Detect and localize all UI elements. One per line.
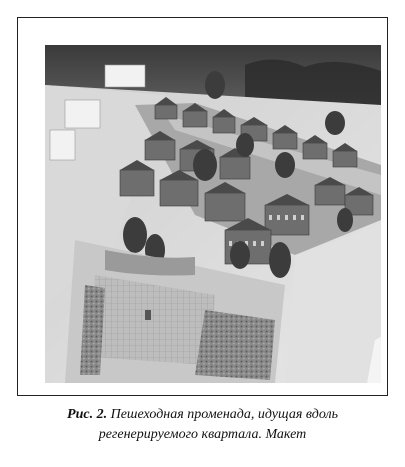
figure-frame: [17, 17, 388, 396]
caption-text-1: Пешеходная променада, идущая вдоль: [110, 407, 338, 422]
model-photo: [45, 45, 381, 383]
figure-number: Рис. 2.: [67, 407, 108, 422]
caption-line-2: регенерируемого квартала. Макет: [98, 427, 307, 442]
caption-line-1: [0, 405, 405, 425]
figure-caption: [0, 405, 405, 445]
